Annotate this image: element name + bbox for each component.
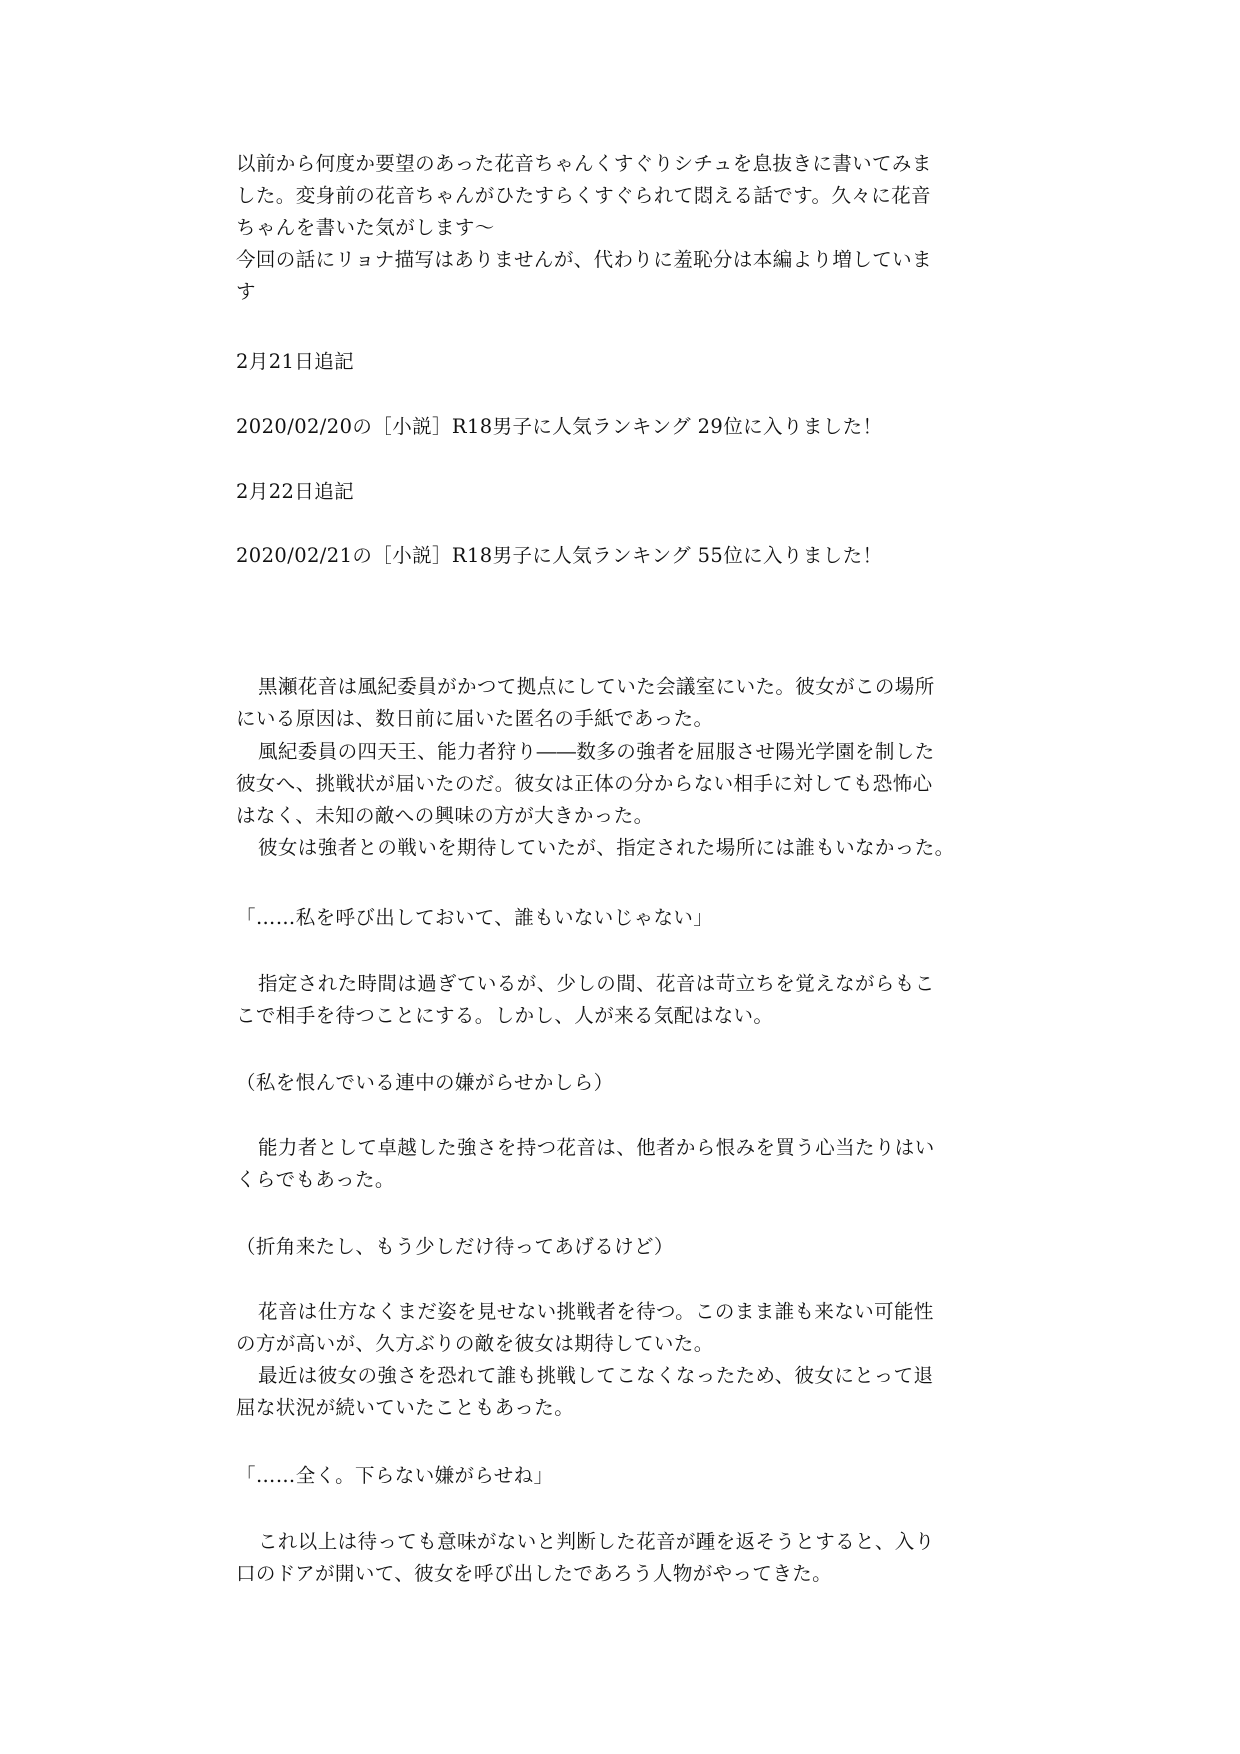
story-line: 風紀委員の四天王、能力者狩り――数多の強者を屈服させ陽光学園を制した xyxy=(258,740,935,763)
note-heading: 2月22日追記 xyxy=(236,480,355,503)
thought-line: （折角来たし、もう少しだけ待ってあげるけど） xyxy=(236,1235,674,1258)
story-line: 屈な状況が続いていたこともあった。 xyxy=(236,1396,575,1419)
story-line: 黒瀬花音は風紀委員がかつて拠点にしていた会議室にいた。彼女がこの場所 xyxy=(258,675,935,698)
story-line: 指定された時間は過ぎているが、少しの間、花音は苛立ちを覚えながらもこ xyxy=(258,972,935,995)
story-line: 彼女へ、挑戦状が届いたのだ。彼女は正体の分からない相手に対しても恐怖心 xyxy=(236,772,933,795)
intro-line: 今回の話にリョナ描写はありませんが、代わりに羞恥分は本編より増していま xyxy=(236,248,932,271)
story-line: これ以上は待っても意味がないと判断した花音が踵を返そうとすると、入り xyxy=(258,1530,935,1553)
dialogue-line: 「……私を呼び出しておいて、誰もいないじゃない」 xyxy=(236,906,714,929)
thought-line: （私を恨んでいる連中の嫌がらせかしら） xyxy=(236,1071,614,1094)
story-line: 彼女は強者との戦いを期待していたが、指定された場所には誰もいなかった。 xyxy=(258,836,955,859)
intro-line: す xyxy=(236,280,256,303)
story-line: 最近は彼女の強さを恐れて誰も挑戦してこなくなったため、彼女にとって退 xyxy=(258,1364,934,1387)
story-line: こで相手を待つことにする。しかし、人が来る気配はない。 xyxy=(236,1004,774,1027)
story-line: にいる原因は、数日前に届いた匿名の手紙であった。 xyxy=(236,707,714,730)
dialogue-line: 「……全く。下らない嫌がらせね」 xyxy=(236,1464,554,1487)
story-line: 口のドアが開いて、彼女を呼び出したであろう人物がやってきた。 xyxy=(236,1562,833,1585)
story-line: 能力者として卓越した強さを持つ花音は、他者から恨みを買う心当たりはい xyxy=(258,1136,935,1159)
story-line: はなく、未知の敵への興味の方が大きかった。 xyxy=(236,804,654,827)
note-text: 2020/02/21の［小説］R18男子に人気ランキング 55位に入りました！ xyxy=(236,544,883,567)
intro-line: 以前から何度か要望のあった花音ちゃんくすぐりシチュを息抜きに書いてみま xyxy=(236,152,932,175)
story-line: の方が高いが、久方ぶりの敵を彼女は期待していた。 xyxy=(236,1332,714,1355)
note-text: 2020/02/20の［小説］R18男子に人気ランキング 29位に入りました！ xyxy=(236,415,883,438)
story-line: くらでもあった。 xyxy=(236,1168,395,1191)
story-line: 花音は仕方なくまだ姿を見せない挑戦者を待つ。このまま誰も来ない可能性 xyxy=(258,1300,934,1323)
intro-line: した。変身前の花音ちゃんがひたすらくすぐられて悶える話です。久々に花音 xyxy=(236,184,931,207)
intro-line: ちゃんを書いた気がします〜 xyxy=(236,216,495,239)
note-heading: 2月21日追記 xyxy=(236,350,355,373)
